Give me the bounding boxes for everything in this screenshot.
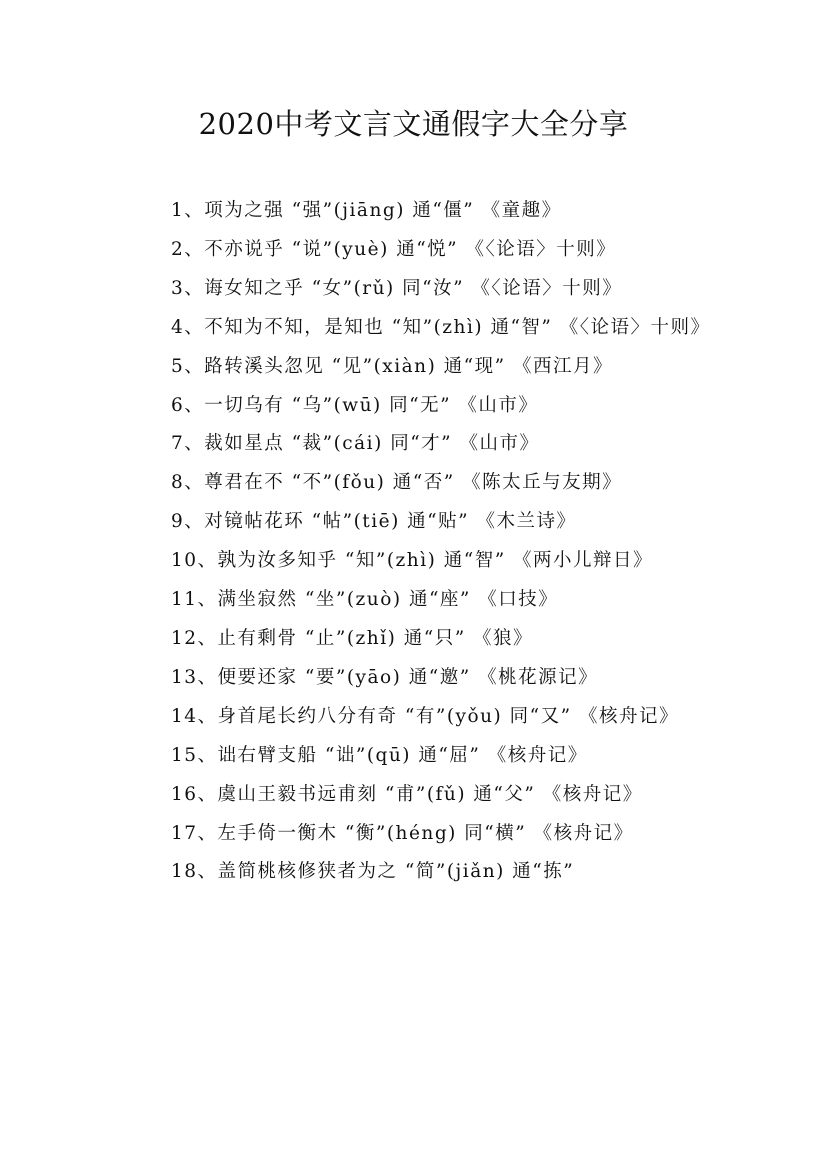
- entry-1: 1、项为之强 “强”(jiāng) 通“僵” 《童趣》: [171, 200, 562, 221]
- entry-list: [126, 192, 716, 892]
- entry-6: 6、一切乌有 “乌”(wū) 同“无” 《山市》: [171, 394, 539, 416]
- entry-9: 9、对镜帖花环 “帖”(tiē) 通“贴” 《木兰诗》: [171, 511, 577, 533]
- entry-12: 12、止有剩骨 “止”(zhǐ) 通“只” 《狼》: [171, 627, 534, 649]
- entry-14: 14、身首尾长约八分有奇 “有”(yǒu) 同“又” 《核舟记》: [171, 705, 679, 727]
- entry-17: 17、左手倚一衡木 “衡”(héng) 同“横” 《核舟记》: [171, 822, 634, 844]
- entry-18: 18、盖简桃核修狭者为之 “简”(jiǎn) 通“拣”: [171, 861, 575, 883]
- document-title: 2020中考文言文通假字大全分享: [198, 107, 629, 141]
- entry-16: 16、虞山王毅书远甫刻 “甫”(fǔ) 通“父” 《核舟记》: [171, 783, 643, 805]
- entry-15: 15、诎右臂支船 “诎”(qū) 通“屈” 《核舟记》: [171, 744, 588, 766]
- entry-10: 10、孰为汝多知乎 “知”(zhì) 通“智” 《两小儿辩日》: [171, 550, 654, 572]
- entry-8: 8、尊君在不 “不”(fǒu) 通“否” 《陈太丘与友期》: [171, 472, 623, 494]
- entry-5: 5、路转溪头忽见 “见”(xiàn) 通“现” 《西江月》: [171, 355, 613, 377]
- entry-11: 11、满坐寂然 “坐”(zuò) 通“座” 《口技》: [171, 589, 559, 611]
- entry-13: 13、便要还家 “要”(yāo) 通“邀” 《桃花源记》: [171, 666, 599, 688]
- entry-4: 4、不知为不知，是知也 “知”(zhì) 通“智” 《〈论语〉十则》: [171, 316, 711, 338]
- entry-7: 7、裁如星点 “裁”(cái) 同“才” 《山市》: [171, 433, 540, 455]
- entry-2: 2、不亦说乎 “说”(yuè) 通“悦” 《〈论语〉十则》: [171, 238, 617, 260]
- entry-3: 3、诲女知之乎 “女”(rǔ) 同“汝” 《〈论语〉十则》: [171, 277, 623, 299]
